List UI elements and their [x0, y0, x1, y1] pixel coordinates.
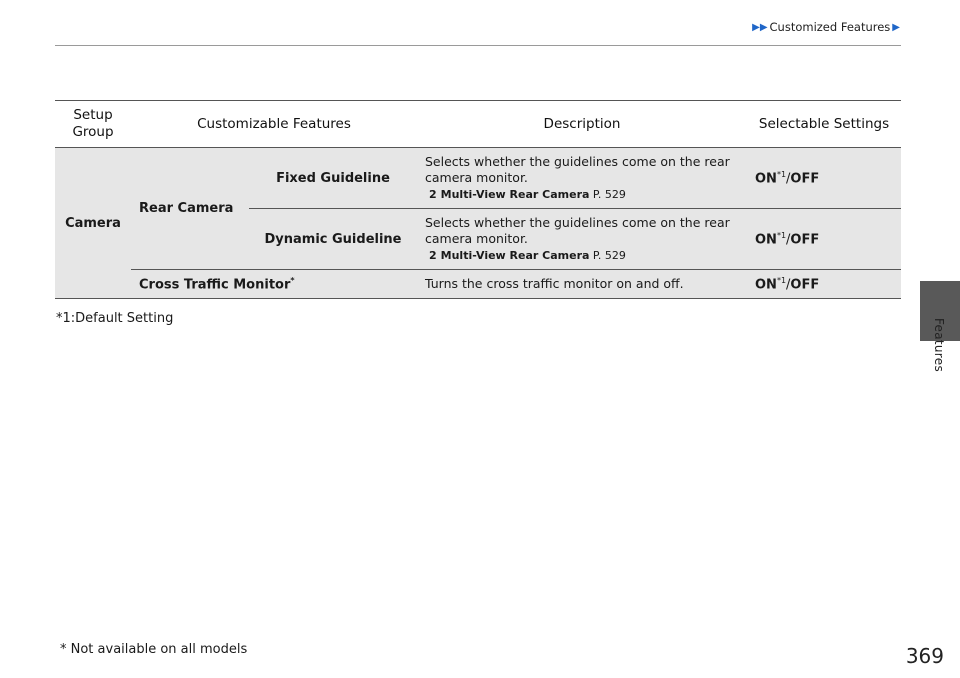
description-text: Selects whether the guidelines come on the rear camera monitor.	[425, 153, 730, 185]
reference-title: Multi-View Rear Camera	[440, 187, 590, 201]
feature-cell	[131, 270, 417, 299]
settings-cell	[747, 209, 901, 270]
description-cell	[417, 209, 747, 270]
reference-title: Multi-View Rear Camera	[440, 248, 590, 262]
table-row	[55, 148, 901, 209]
breadcrumb	[752, 20, 900, 34]
description-cell	[417, 148, 747, 209]
description-cell: Turns the cross traffic monitor on and off.	[417, 270, 747, 299]
sub-feature-cell: Dynamic Guideline	[249, 209, 417, 270]
default-marker: *1	[776, 230, 787, 240]
default-setting-footnote: *1:Default Setting	[56, 311, 174, 326]
header-selectable-settings: Selectable Settings	[747, 101, 901, 148]
reference-page: P. 529	[592, 187, 626, 201]
breadcrumb-text: Customized Features	[769, 20, 891, 34]
header-divider	[55, 45, 901, 46]
header-description: Description	[417, 101, 747, 148]
default-marker: *1	[776, 169, 787, 179]
header-customizable-features: Customizable Features	[131, 101, 417, 148]
reference-page: P. 529	[592, 248, 626, 262]
availability-note: * Not available on all models	[60, 642, 248, 657]
feature-cell: Rear Camera	[131, 148, 249, 270]
setting-off: OFF	[790, 232, 820, 248]
default-marker: *1	[776, 275, 787, 285]
setting-on: ON	[755, 277, 777, 293]
setup-group-cell: Camera	[55, 148, 131, 299]
cross-reference[interactable]	[425, 187, 739, 203]
availability-marker: *	[290, 275, 295, 285]
settings-cell	[747, 148, 901, 209]
setting-separator: /	[786, 232, 791, 248]
setting-separator: /	[786, 277, 791, 293]
setting-off: OFF	[790, 171, 820, 187]
header-setup-group: Setup Group	[55, 101, 131, 148]
cross-reference[interactable]	[425, 248, 739, 264]
table-header-row	[55, 101, 901, 148]
setting-on: ON	[755, 232, 777, 248]
setting-off: OFF	[790, 277, 820, 293]
arrow-right-icon: ▶▶	[752, 21, 768, 33]
sub-feature-cell: Fixed Guideline	[249, 148, 417, 209]
setting-on: ON	[755, 171, 777, 187]
section-tab-label: Features	[932, 318, 946, 372]
reference-icon: 2	[429, 187, 437, 201]
page-number: 369	[905, 644, 944, 668]
setting-separator: /	[786, 171, 791, 187]
reference-icon: 2	[429, 248, 437, 262]
settings-cell	[747, 270, 901, 299]
arrow-right-icon: ▶	[892, 21, 900, 33]
description-text: Selects whether the guidelines come on the rear camera monitor.	[425, 214, 730, 246]
settings-table	[55, 100, 901, 299]
feature-text: Cross Traffic Monitor	[139, 277, 291, 293]
table-row	[55, 270, 901, 299]
